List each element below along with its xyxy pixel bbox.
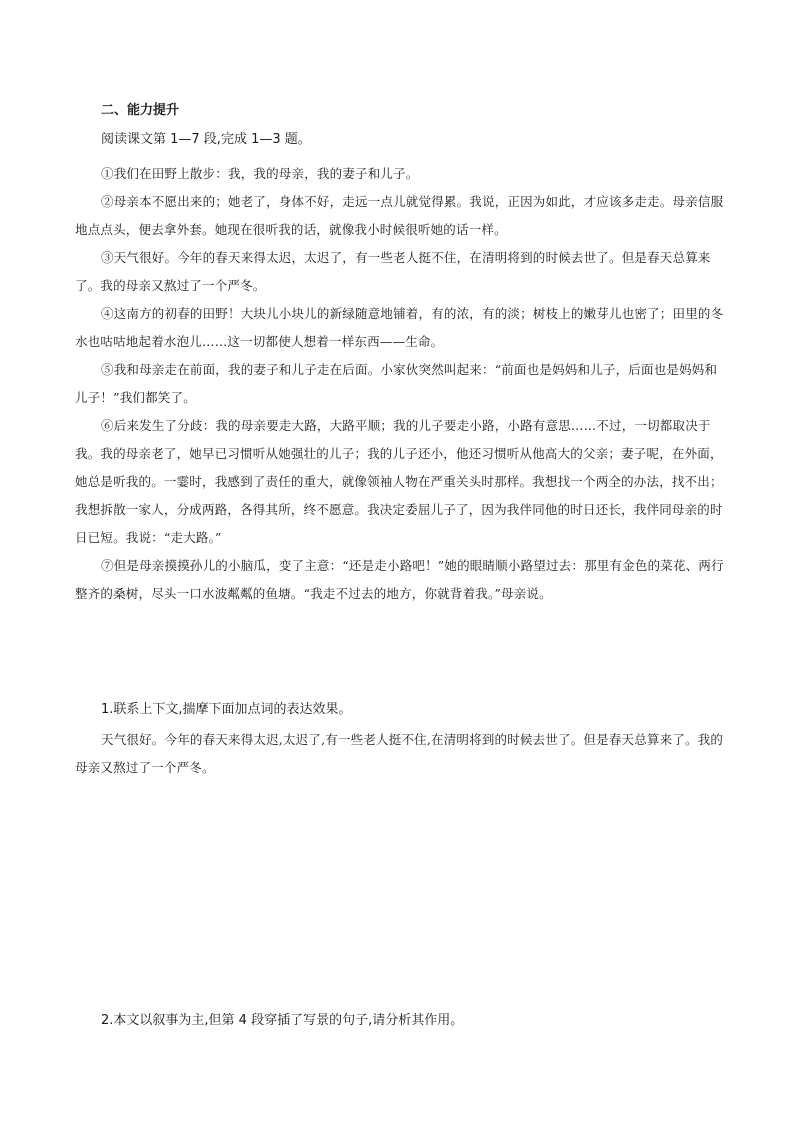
question-1-prompt: 1.联系上下文,揣摩下面加点词的表达效果。 bbox=[101, 702, 352, 717]
reading-passage bbox=[75, 160, 727, 608]
reading-instruction: 阅读课文第 1—7 段,完成 1—3 题。 bbox=[101, 132, 311, 147]
passage-paragraph-3: ③天气很好。今年的春天来得太迟，太迟了，有一些老人挺不住，在清明将到的时候去世了。但是春天总算来了。我的母亲又熬过了一个严冬。 bbox=[75, 250, 711, 293]
question-2-prompt: 2.本文以叙事为主,但第 4 段穿插了写景的句子,请分析其作用。 bbox=[101, 1013, 464, 1028]
passage-paragraph-7: ⑦但是母亲摸摸孙儿的小脑瓜，变了主意：“还是走小路吧！”她的眼睛顺小路望过去：那里有金色的菜花、两行整齐的桑树，尽头一口水波粼粼的鱼塘。“我走不过去的地方，你就背着我。”母亲说。 bbox=[75, 558, 724, 601]
passage-paragraph-5: ⑤我和母亲走在前面，我的妻子和儿子走在后面。小家伙突然叫起来：“前面也是妈妈和儿子，后面也是妈妈和儿子！”我们都笑了。 bbox=[75, 362, 718, 405]
section-title: 二、能力提升 bbox=[101, 103, 180, 118]
passage-paragraph-6: ⑥后来发生了分歧：我的母亲要走大路，大路平顺；我的儿子要走小路，小路有意思……不过，一切都取决于我。我的母亲老了，她早已习惯听从她强壮的儿子；我的儿子还小，他还习惯听从他高大的父亲；妻子呢，在外面，她总是听我的。一霎时，我感到了责任的重大，就像领袖人物在严重关头时那样。我想找一个两全的办法，找不出；我想拆散一家人，分成两路，各得其所，终不愿意。我决定委屈儿子了，因为我伴同他的时日还长，我伴同母亲的时日已短。我说：“走大路。” bbox=[75, 418, 723, 545]
passage-paragraph-2: ②母亲本不愿出来的；她老了，身体不好，走远一点儿就觉得累。我说，正因为如此，才应该多走走。母亲信服地点点头，便去拿外套。她现在很听我的话，就像我小时候很听她的话一样。 bbox=[75, 194, 724, 237]
question-1-excerpt: 天气很好。今年的春天来得太迟,太迟了,有一些老人挺不住,在清明将到的时候去世了。但是春天总算来了。我的母亲又熬过了一个严冬。 bbox=[75, 732, 724, 775]
passage-paragraph-4: ④这南方的初春的田野！大块儿小块儿的新绿随意地铺着，有的浓，有的淡；树枝上的嫩芽儿也密了；田里的冬水也咕咕地起着水泡儿……这一切都使人想着一样东西——生命。 bbox=[75, 306, 724, 349]
passage-paragraph-1: ①我们在田野上散步：我，我的母亲，我的妻子和儿子。 bbox=[101, 166, 419, 181]
